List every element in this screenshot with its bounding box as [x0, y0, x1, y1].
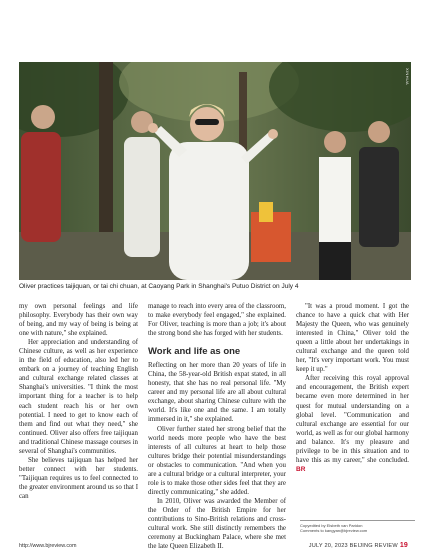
article-column-2: [148, 302, 286, 551]
section-heading: Work and life as one: [148, 346, 241, 358]
copyeditor-line: Copyedited by Elsbeth van Paridon: [300, 523, 363, 528]
paragraph: [296, 374, 409, 474]
paragraph: Her appreciation and understanding of Chinese culture, as well as her experience in the field of education, also led her to embark on a journey of teaching English and cultural exchange related classes at Shanghai's universities. "I think the most important thing for a teacher is to help each student reach his or her own potential. I need to get to know each of them and find out what they need," she continued. Oliver also offers free taijiquan and traditional Chinese massage courses in several of Shanghai's communities.: [19, 339, 138, 455]
comments-line: Comments to kangyan@bjreview.com: [300, 528, 368, 534]
paragraph-text: After receiving this royal approval and encouragement, the British expert became even more determined in her quest for mutual understanding on a global level. "Communication and cultural exchange are essential for our world, as well as for our global harmony and balance. It's my pleasure and privilege to be in this situation and to have this as my career," she concluded.: [296, 375, 409, 464]
photo-caption: Oliver practices taijiquan, or tai chi chuan, at Caoyang Park in Shanghai's Putuo District on July 4: [19, 283, 299, 290]
tai-chi-photo-illustration: [19, 62, 411, 280]
copyedit-note: [300, 520, 415, 534]
article-column-3: [296, 302, 409, 474]
paragraph: "It was a proud moment. I got the chance to have a quick chat with Her Majesty the Queen, who was genuinely interested in China," Oliver told the queen a little about her undertakings in cultural exchange and the queen told her, "It's very important work. You must keep it up.": [296, 303, 409, 374]
footer-issue: [309, 542, 408, 549]
paragraph: Oliver further stated her strong belief that the world needs more people who have the best interests of all cultures at heart to help those cultures bridge their potential misunderstandings or obstacles to communication. "And when you are a cultural bridge or a cultural interpreter, your role is to make those other sides feel that they are directly communicating," she added.: [148, 425, 286, 496]
paragraph: my own personal feelings and life philosophy. Everybody has their own way of being, and my way of being is being at one with nature," she explained.: [19, 303, 138, 338]
footer-url: http://www.bjreview.com: [19, 543, 77, 549]
paragraph: She believes taijiquan has helped her better connect with her students. "Taijiquan requires us to feel connected to the greater environment around us so that I can: [19, 456, 138, 500]
end-mark: BR: [296, 465, 306, 473]
article-photo: [19, 62, 411, 280]
photo-credit: XINHUA: [405, 68, 410, 85]
paragraph: Reflecting on her more than 20 years of life in China, the 58-year-old British expat stated, in all honesty, that she has no real personal life. "My career and my personal life are all about cultural exchange, about sharing Chinese culture with the world. It's like one and the same. I am totally immersed in it," she explained.: [148, 362, 286, 424]
issue-date: JULY 20, 2023 BEIJING REVIEW: [308, 543, 398, 549]
paragraph: manage to reach into every area of the classroom, to make everybody feel engaged," she explained. For Oliver, teaching is more than a job; it's about the strong bond she has forged with her students.: [148, 303, 286, 338]
paragraph: In 2010, Oliver was awarded the Member of the Order of the British Empire for her contributions to Sino-British relations and cross-cultural work. She still distinctly remembers the ceremony at Buckingham Palace, where she met the late Queen Elizabeth II.: [148, 497, 286, 551]
article-column-1: [19, 302, 138, 501]
page-number: 19: [399, 542, 408, 549]
